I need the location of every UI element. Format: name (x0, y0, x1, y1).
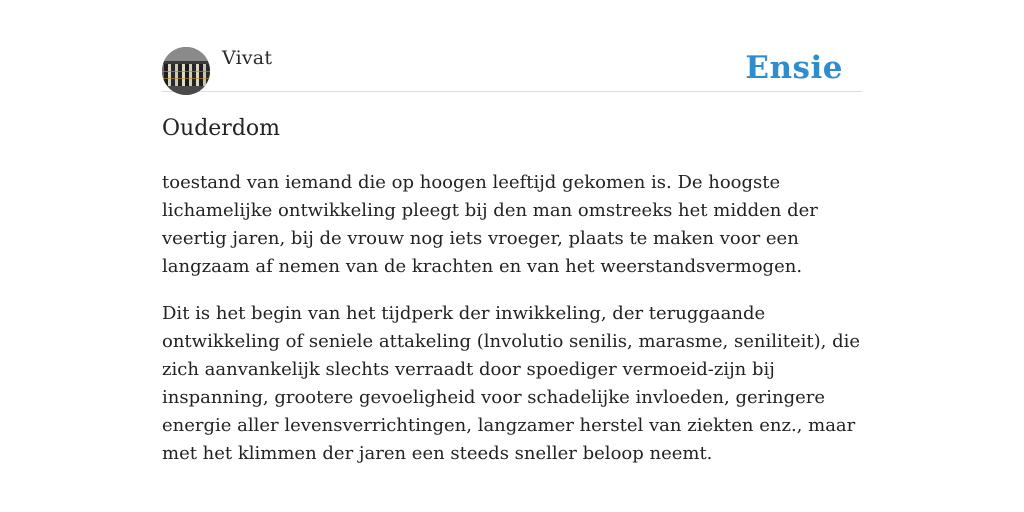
paragraph: toestand van iemand die op hoogen leeftijd gekomen is. De hoogste lichamelijke ontwikkeling pleegt bij den man omstreeks het midden der veertig jaren, bij de vrouw nog iets vroeger, plaats te maken voor een langzaam af nemen van de krachten en van het weerstandsvermogen. (162, 172, 818, 277)
books-icon (162, 47, 210, 95)
paragraph: Dit is het begin van het tijdperk der inwikkeling, der teruggaande ontwikkeling of seniele attakeling (lnvolutio senilis, marasme, seniliteit), die zich aanvankelijk slechts verraadt door spoediger vermoeid-zijn bij inspanning, grootere gevoeligheid voor schadelijke invloeden, geringere energie aller levensverrichtingen, langzamer herstel van ziekten enz., maar met het klimmen der jaren een steeds sneller beloop neemt. (162, 303, 861, 464)
brand-logo[interactable]: Ensie (745, 50, 843, 86)
entry-header (162, 44, 862, 92)
author-name[interactable]: Vivat (222, 47, 273, 69)
avatar[interactable] (162, 47, 210, 95)
entry-body (162, 169, 874, 487)
entry-title: Ouderdom (162, 116, 281, 141)
entry-card (162, 44, 862, 464)
